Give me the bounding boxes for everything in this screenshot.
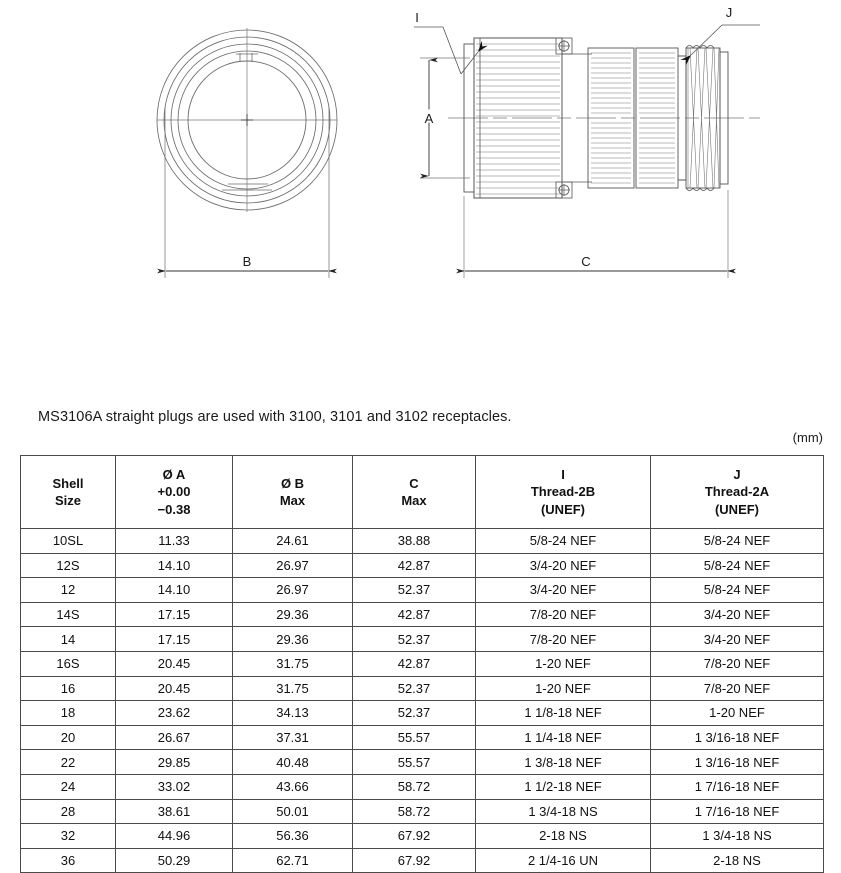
cell-length-c: 55.57 <box>353 725 476 750</box>
cell-thread-i: 3/4-20 NEF <box>476 553 651 578</box>
cell-length-c: 58.72 <box>353 774 476 799</box>
cell-diameter-a: 33.02 <box>116 774 233 799</box>
table-row <box>21 553 824 578</box>
cell-shell-size: 16 <box>21 676 116 701</box>
cell-diameter-b: 26.97 <box>233 578 353 603</box>
table-body <box>21 529 824 873</box>
specification-table <box>20 455 824 873</box>
cell-thread-i: 1 3/8-18 NEF <box>476 750 651 775</box>
column-header-line: Thread-2B <box>530 484 596 500</box>
i-leader-arrow <box>461 52 478 74</box>
cell-thread-j: 2-18 NS <box>651 848 824 873</box>
column-header-line: Thread-2A <box>704 484 770 500</box>
cell-diameter-b: 34.13 <box>233 701 353 726</box>
cell-shell-size: 14 <box>21 627 116 652</box>
cell-diameter-a: 26.67 <box>116 725 233 750</box>
table-row <box>21 529 824 554</box>
cell-length-c: 52.37 <box>353 701 476 726</box>
cell-diameter-a: 14.10 <box>116 578 233 603</box>
column-header-shell-size <box>21 456 116 529</box>
column-header-diameter-b <box>233 456 353 529</box>
column-header-line: I <box>561 467 565 483</box>
table-row <box>21 725 824 750</box>
cell-thread-j: 1-20 NEF <box>651 701 824 726</box>
cell-diameter-a: 11.33 <box>116 529 233 554</box>
c-dimension-label: C <box>581 254 591 269</box>
cell-diameter-b: 26.97 <box>233 553 353 578</box>
i-leader-label: I <box>415 10 419 25</box>
cell-thread-j: 3/4-20 NEF <box>651 602 824 627</box>
cell-thread-j: 7/8-20 NEF <box>651 676 824 701</box>
j-leader-arrow <box>691 25 722 55</box>
cell-shell-size: 32 <box>21 824 116 849</box>
cell-length-c: 67.92 <box>353 824 476 849</box>
cell-thread-j: 1 7/16-18 NEF <box>651 774 824 799</box>
column-header-line: (UNEF) <box>540 501 586 517</box>
cell-diameter-b: 43.66 <box>233 774 353 799</box>
cell-thread-i: 2 1/4-16 UN <box>476 848 651 873</box>
cell-length-c: 42.87 <box>353 602 476 627</box>
cell-thread-j: 5/8-24 NEF <box>651 553 824 578</box>
cell-length-c: 52.37 <box>353 676 476 701</box>
column-header-line: Ø A <box>162 467 186 483</box>
cell-thread-j: 1 7/16-18 NEF <box>651 799 824 824</box>
cell-thread-i: 3/4-20 NEF <box>476 578 651 603</box>
cell-thread-i: 7/8-20 NEF <box>476 627 651 652</box>
cell-diameter-a: 14.10 <box>116 553 233 578</box>
table-row <box>21 701 824 726</box>
column-header-thread-j <box>651 456 824 529</box>
cell-length-c: 58.72 <box>353 799 476 824</box>
cell-shell-size: 10SL <box>21 529 116 554</box>
column-header-line: −0.38 <box>157 501 191 517</box>
table-row <box>21 602 824 627</box>
a-dimension-label: A <box>424 111 434 126</box>
front-view-group <box>157 28 337 278</box>
table-row <box>21 799 824 824</box>
column-header-diameter-a <box>116 456 233 529</box>
column-header-line: Max <box>401 493 427 508</box>
cell-diameter-a: 20.45 <box>116 651 233 676</box>
unit-note: (mm) <box>792 430 823 445</box>
table-row <box>21 824 824 849</box>
j-leader-label: J <box>725 5 733 20</box>
column-header-line: Max <box>279 493 306 508</box>
column-header-line: (UNEF) <box>714 501 760 517</box>
main-body-knurl <box>476 44 560 194</box>
page-caption: MS3106A straight plugs are used with 3100, 3101 and 3102 receptacles. <box>38 409 512 425</box>
screw-flange-bottom <box>556 182 572 198</box>
b-dimension-label: B <box>242 254 252 269</box>
cell-diameter-a: 23.62 <box>116 701 233 726</box>
cell-shell-size: 12 <box>21 578 116 603</box>
side-view-group <box>414 5 760 278</box>
cell-diameter-b: 40.48 <box>233 750 353 775</box>
cell-thread-i: 5/8-24 NEF <box>476 529 651 554</box>
cell-thread-i: 1 1/8-18 NEF <box>476 701 651 726</box>
cell-diameter-b: 37.31 <box>233 725 353 750</box>
cell-thread-j: 3/4-20 NEF <box>651 627 824 652</box>
column-header-line: Shell <box>52 475 84 491</box>
cell-diameter-a: 29.85 <box>116 750 233 775</box>
column-header-line: C <box>409 475 419 491</box>
cell-shell-size: 12S <box>21 553 116 578</box>
table-row <box>21 578 824 603</box>
cell-thread-j: 1 3/16-18 NEF <box>651 725 824 750</box>
cell-shell-size: 36 <box>21 848 116 873</box>
table-row <box>21 774 824 799</box>
cell-diameter-b: 50.01 <box>233 799 353 824</box>
column-header-thread-i <box>476 456 651 529</box>
cell-shell-size: 18 <box>21 701 116 726</box>
table-header-row <box>21 456 824 529</box>
cell-thread-j: 7/8-20 NEF <box>651 651 824 676</box>
column-header-line: Size <box>54 493 81 508</box>
screw-flange-top <box>556 38 572 54</box>
cell-shell-size: 24 <box>21 774 116 799</box>
cell-thread-j: 5/8-24 NEF <box>651 578 824 603</box>
cell-diameter-a: 17.15 <box>116 602 233 627</box>
cell-diameter-a: 20.45 <box>116 676 233 701</box>
cell-diameter-b: 56.36 <box>233 824 353 849</box>
column-header-line: +0.00 <box>157 484 191 500</box>
cell-shell-size: 14S <box>21 602 116 627</box>
cell-diameter-b: 29.36 <box>233 627 353 652</box>
cell-length-c: 42.87 <box>353 651 476 676</box>
technical-drawing-area <box>0 0 841 300</box>
cell-length-c: 42.87 <box>353 553 476 578</box>
cell-thread-i: 1-20 NEF <box>476 676 651 701</box>
cell-shell-size: 28 <box>21 799 116 824</box>
cell-thread-j: 1 3/16-18 NEF <box>651 750 824 775</box>
cell-shell-size: 16S <box>21 651 116 676</box>
cell-diameter-b: 24.61 <box>233 529 353 554</box>
column-header-line: Ø B <box>280 475 305 491</box>
cell-diameter-b: 62.71 <box>233 848 353 873</box>
cell-diameter-b: 31.75 <box>233 676 353 701</box>
cell-diameter-a: 17.15 <box>116 627 233 652</box>
cell-shell-size: 20 <box>21 725 116 750</box>
cell-diameter-a: 50.29 <box>116 848 233 873</box>
table-row <box>21 848 824 873</box>
cell-thread-j: 5/8-24 NEF <box>651 529 824 554</box>
cell-thread-i: 1-20 NEF <box>476 651 651 676</box>
cell-thread-i: 2-18 NS <box>476 824 651 849</box>
cell-thread-i: 1 3/4-18 NS <box>476 799 651 824</box>
cell-thread-i: 7/8-20 NEF <box>476 602 651 627</box>
column-header-length-c <box>353 456 476 529</box>
connector-drawing-svg <box>0 0 841 300</box>
table-row <box>21 651 824 676</box>
i-leader-down <box>443 27 461 74</box>
specification-table-wrapper <box>20 455 823 873</box>
cell-shell-size: 22 <box>21 750 116 775</box>
cell-length-c: 55.57 <box>353 750 476 775</box>
cell-length-c: 38.88 <box>353 529 476 554</box>
table-header <box>21 456 824 529</box>
column-header-line: J <box>733 467 741 483</box>
cell-length-c: 52.37 <box>353 578 476 603</box>
table-row <box>21 676 824 701</box>
table-row <box>21 750 824 775</box>
cell-thread-i: 1 1/2-18 NEF <box>476 774 651 799</box>
cell-length-c: 67.92 <box>353 848 476 873</box>
table-row <box>21 627 824 652</box>
cell-length-c: 52.37 <box>353 627 476 652</box>
cell-diameter-b: 29.36 <box>233 602 353 627</box>
cell-thread-j: 1 3/4-18 NS <box>651 824 824 849</box>
cell-diameter-b: 31.75 <box>233 651 353 676</box>
cell-diameter-a: 38.61 <box>116 799 233 824</box>
cell-diameter-a: 44.96 <box>116 824 233 849</box>
cell-thread-i: 1 1/4-18 NEF <box>476 725 651 750</box>
